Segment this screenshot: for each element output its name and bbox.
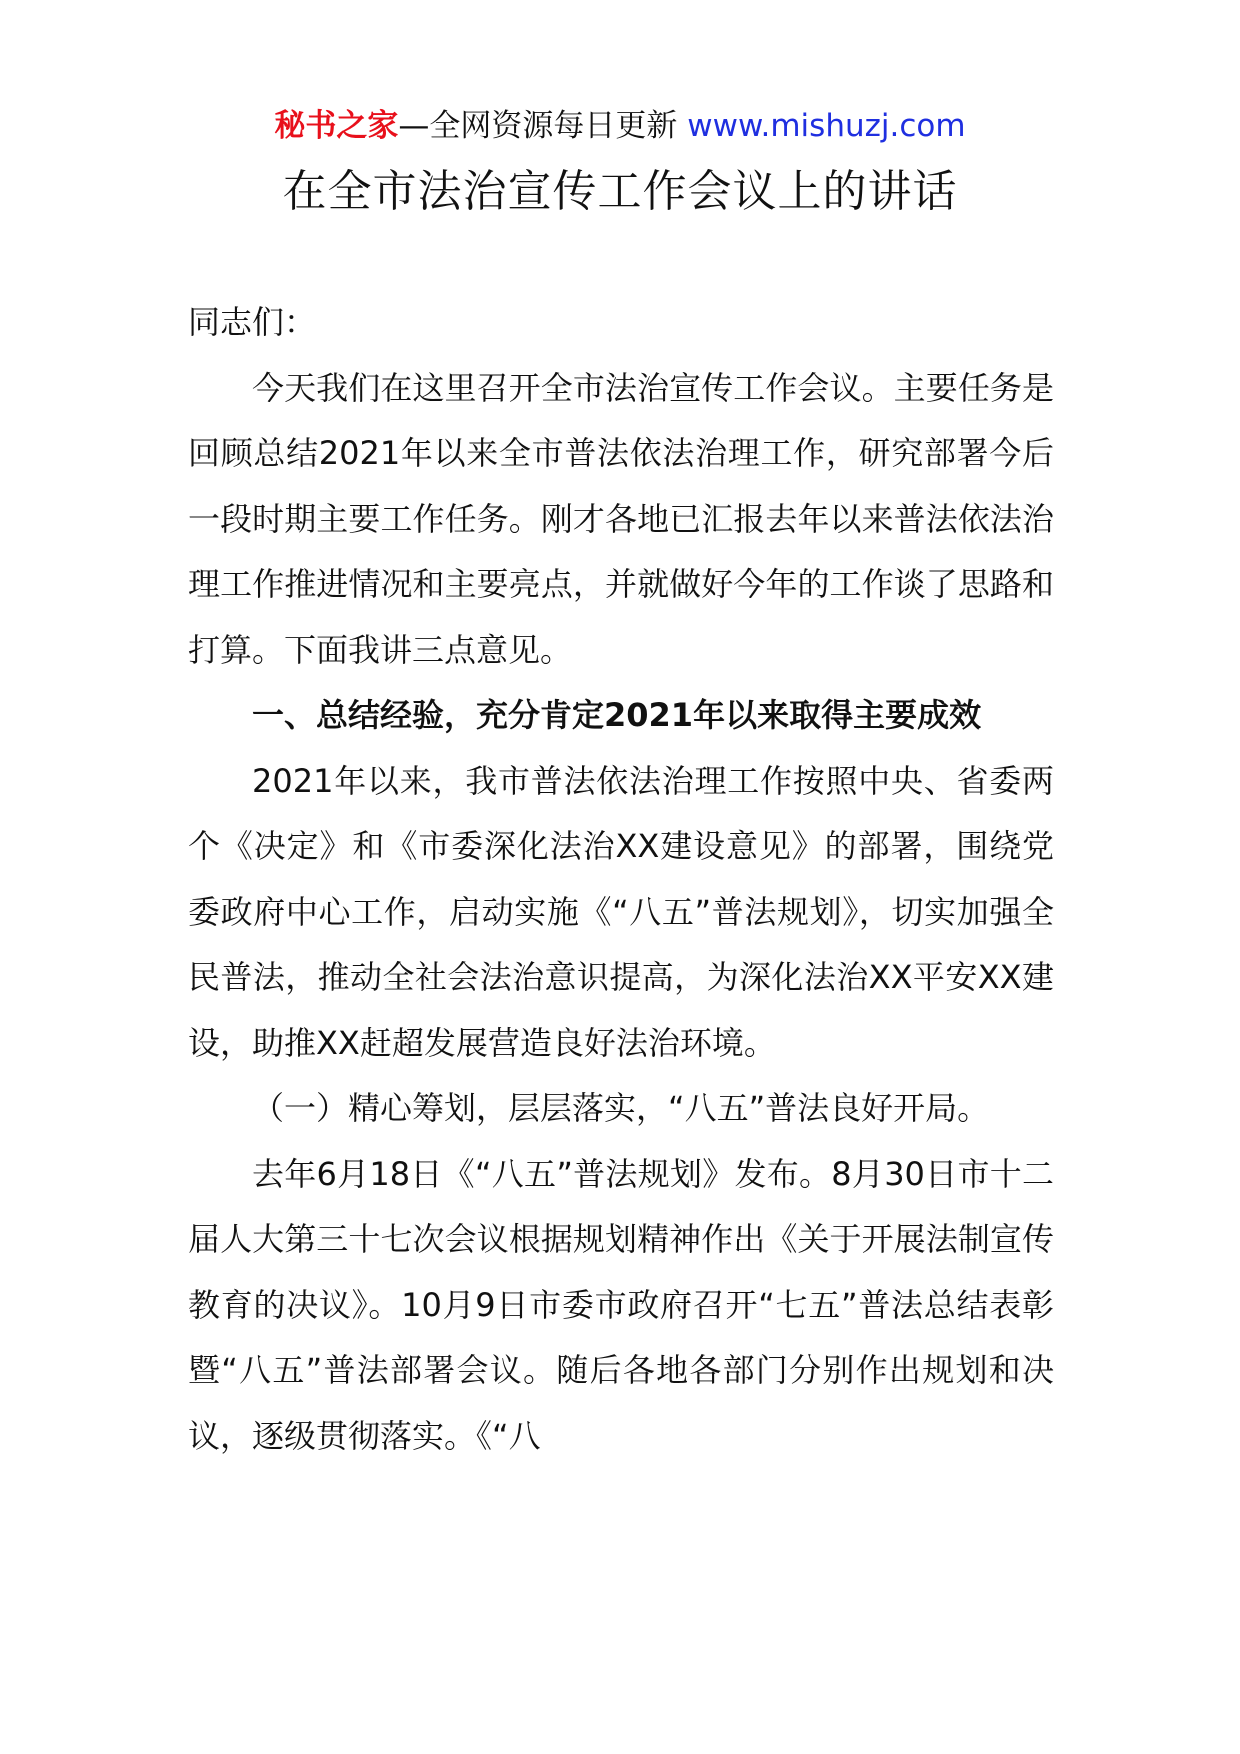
watermark-header	[0, 104, 1240, 148]
salutation: 同志们：	[188, 303, 317, 341]
paragraph-intro: 今天我们在这里召开全市法治宣传工作会议。主要任务是回顾总结2021年以来全市普法依法治理工作，研究部署今后一段时期主要工作任务。刚才各地已汇报去年以来普法依法治理工作推进情况和主要亮点，并就做好今年的工作谈了思路和打算。下面我讲三点意见。	[188, 368, 1054, 669]
section-heading-1: 一、总结经验，充分肯定2021年以来取得主要成效	[252, 696, 982, 734]
brand-name: 秘书之家	[274, 108, 399, 144]
document-body	[188, 290, 1054, 1469]
header-tagline: —全网资源每日更新	[398, 108, 678, 144]
subsection-heading-1: （一）精心筹划，层层落实，“八五”普法良好开局。	[252, 1089, 990, 1127]
site-url: www.mishuzj.com	[687, 108, 966, 144]
paragraph-summary: 2021年以来，我市普法依法治理工作按照中央、省委两个《决定》和《市委深化法治XX建设意见》的部署，围绕党委政府中心工作，启动实施《“八五”普法规划》，切实加强全民普法，推动全社会法治意识提高，为深化法治XX平安XX建设，助推XX赶超发展营造良好法治环境。	[188, 761, 1054, 1062]
paragraph-details: 去年6月18日《“八五”普法规划》发布。8月30日市十二届人大第三十七次会议根据规划精神作出《关于开展法制宣传教育的决议》。10月9日市委市政府召开“七五”普法总结表彰暨“八五”普法部署会议。随后各地各部门分别作出规划和决议，逐级贯彻落实。《“八	[188, 1154, 1054, 1455]
document-title: 在全市法治宣传工作会议上的讲话	[282, 166, 958, 217]
